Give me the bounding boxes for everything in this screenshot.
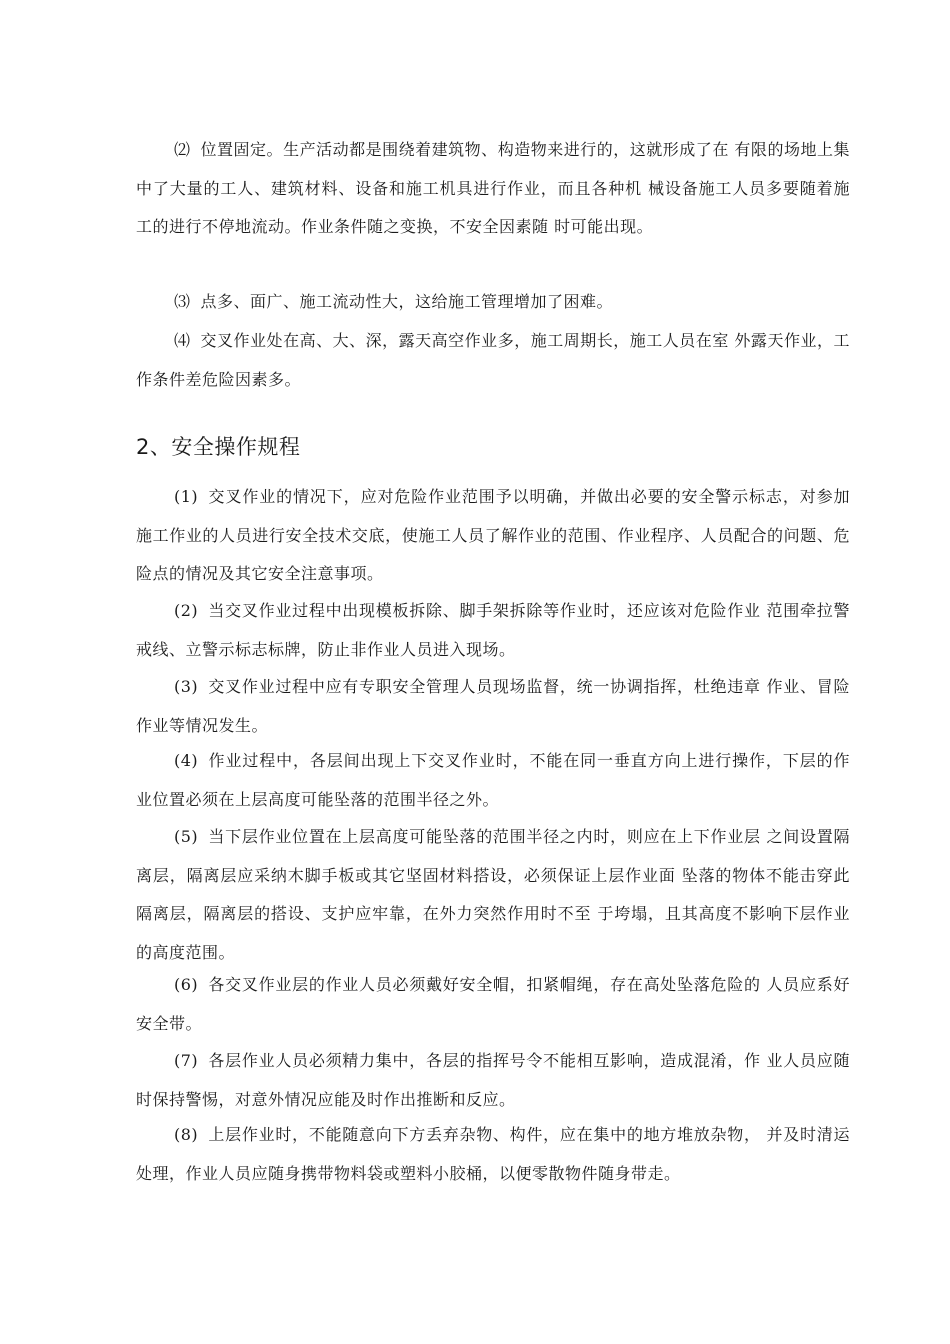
item-text: 上层作业时，不能随意向下方丢弃杂物、构件，应在集中的地方堆放杂物， 并及时清运处理，作业人员应随身携带物料袋或塑料小胶桶，以便零散物件随身带走。 [136,1125,850,1183]
item-number: (8) [174,1125,199,1144]
item-number: ⑷ [174,331,191,350]
item-text: 当下层作业位置在上层高度可能坠落的范围半径之内时，则应在上下作业层 之间设置隔离层，隔离层应采纳木脚手板或其它坚固材料搭设，必须保证上层作业面 坠落的物体不能击穿此隔离层，隔离层的搭设、支护应牢靠，在外力突然作用时不至 于垮塌，且其高度不影响下层作业的高度范围。 [136,827,850,962]
intro-item-4 [136,322,850,399]
item-text: 作业过程中，各层间出现上下交叉作业时，不能在同一垂直方向上进行操作，下层的作业位置必须在上层高度可能坠落的范围半径之外。 [136,751,850,809]
rule-item-5 [136,818,850,972]
item-text: 位置固定。生产活动都是围绕着建筑物、构造物来进行的，这就形成了在 有限的场地上集中了大量的工人、建筑材料、设备和施工机具进行作业，而且各种机 械设备施工人员多要随着施工的进行不停地流动。作业条件随之变换，不安全因素随 时可能出现。 [136,140,850,236]
rule-item-1 [136,478,850,594]
rule-item-4 [136,742,850,819]
item-number: ⑵ [174,140,191,159]
item-text: 当交叉作业过程中出现模板拆除、脚手架拆除等作业时，还应该对危险作业 范围牵拉警戒线、立警示标志标牌，防止非作业人员进入现场。 [136,601,850,659]
intro-item-3 [136,283,850,322]
rule-item-2 [136,592,850,669]
item-number: (6) [174,975,199,994]
section-heading: 2、安全操作规程 [136,435,301,459]
rule-item-7 [136,1042,850,1119]
item-text: 交叉作业处在高、大、深，露天高空作业多，施工周期长，施工人员在室 外露天作业，工作条件差危险因素多。 [136,331,850,389]
item-number: (5) [174,827,199,846]
item-number: ⑶ [174,292,191,311]
rule-item-6 [136,966,850,1043]
item-number: (1) [174,487,199,506]
item-text: 点多、面广、施工流动性大，这给施工管理增加了困难。 [200,292,614,311]
item-number: (2) [174,601,199,620]
item-number: (4) [174,751,199,770]
rule-item-8 [136,1116,850,1193]
item-text: 各交叉作业层的作业人员必须戴好安全帽，扣紧帽绳，存在高处坠落危险的 人员应系好安全带。 [136,975,850,1033]
item-text: 交叉作业过程中应有专职安全管理人员现场监督，统一协调指挥，杜绝违章 作业、冒险作业等情况发生。 [136,677,850,735]
item-number: (7) [174,1051,199,1070]
intro-item-2 [136,131,850,247]
rule-item-3 [136,668,850,745]
item-number: (3) [174,677,199,696]
item-text: 交叉作业的情况下，应对危险作业范围予以明确，并做出必要的安全警示标志，对参加施工作业的人员进行安全技术交底，使施工人员了解作业的范围、作业程序、人员配合的问题、危险点的情况及其它安全注意事项。 [136,487,850,583]
item-text: 各层作业人员必须精力集中，各层的指挥号令不能相互影响，造成混淆，作 业人员应随时保持警惕，对意外情况应能及时作出推断和反应。 [136,1051,850,1109]
